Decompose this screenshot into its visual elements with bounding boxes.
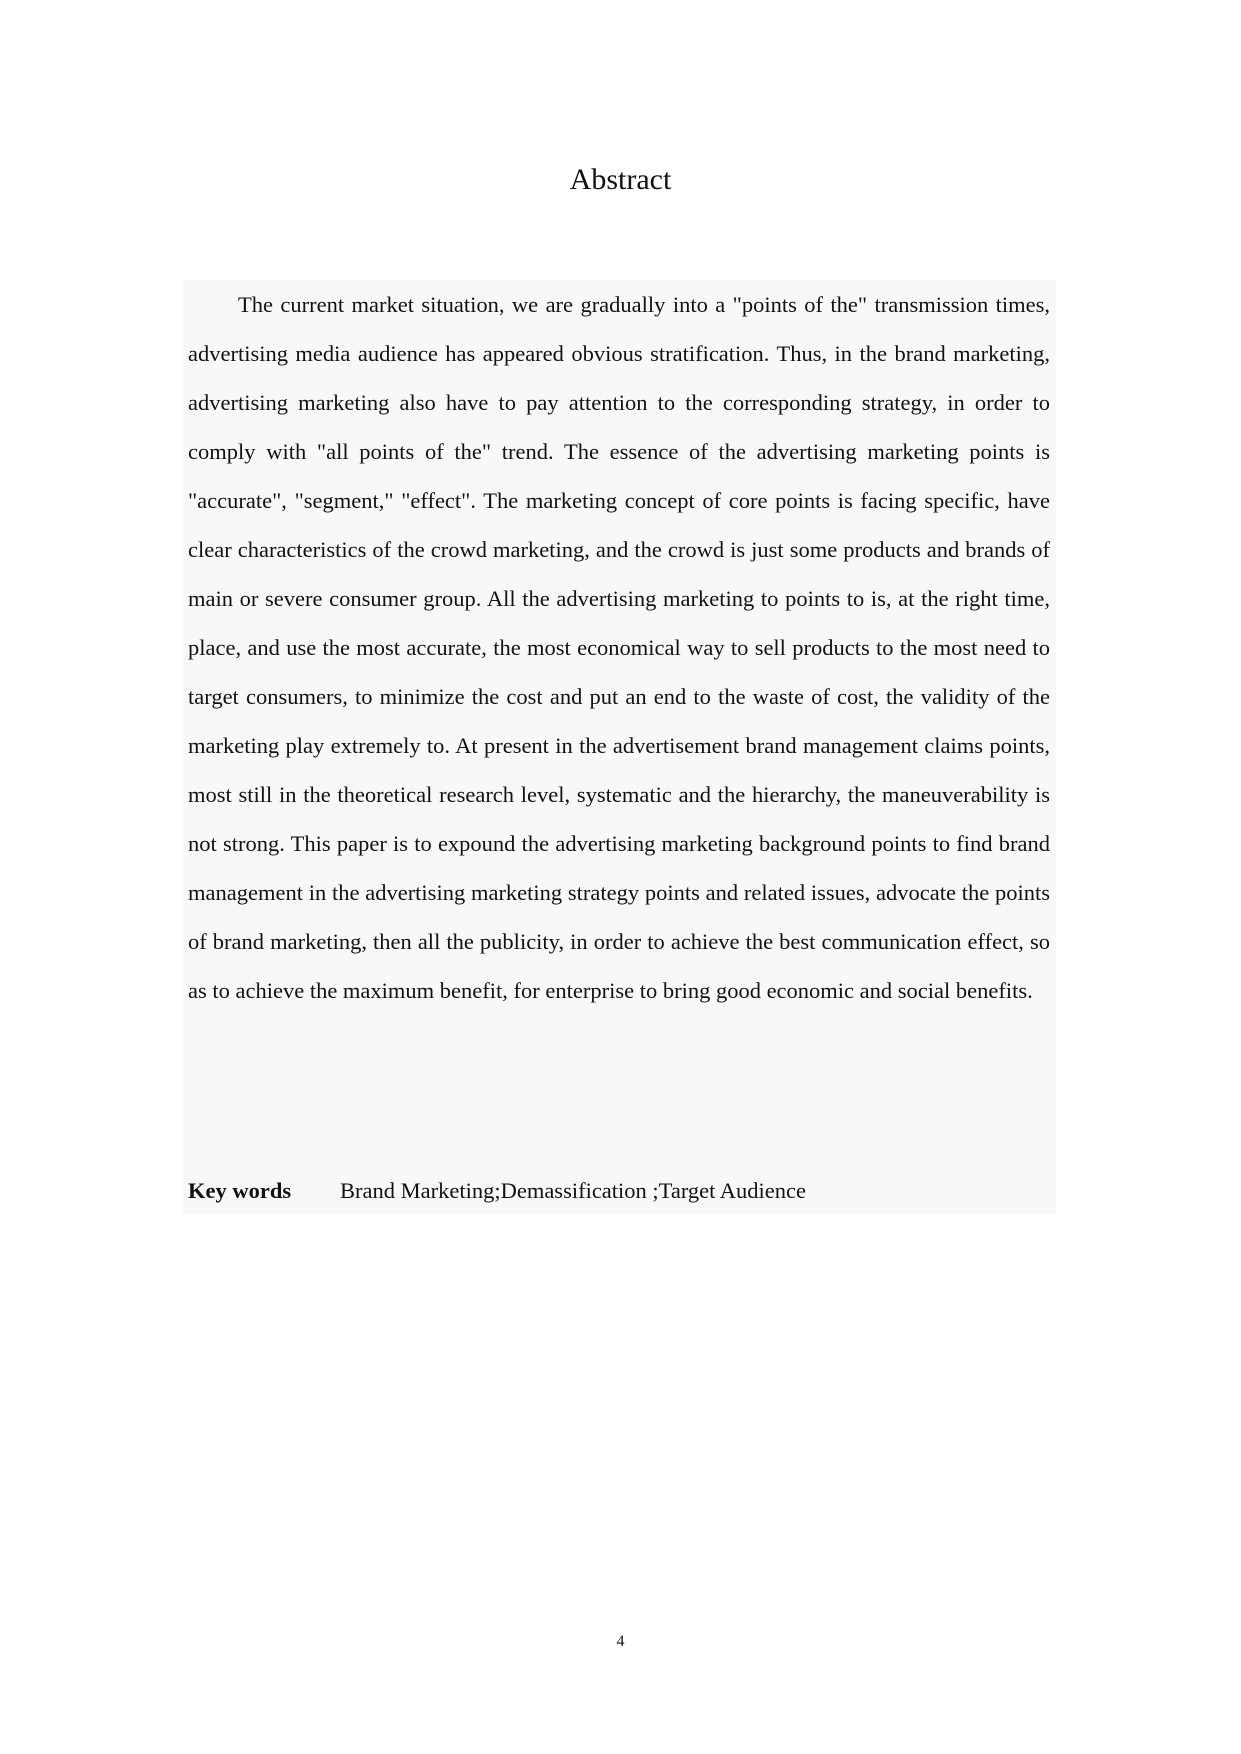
page-number: 4	[616, 1633, 625, 1650]
keywords-label: Key words	[188, 1178, 292, 1203]
abstract-section	[183, 280, 1056, 1214]
keywords-line	[188, 1171, 1050, 1211]
keywords-value: Brand Marketing;Demassification ;Target Audience	[340, 1178, 806, 1203]
page-title: Abstract	[569, 163, 672, 196]
abstract-body: The current market situation, we are gradually into a "points of the" transmission times, advertising media audience has appeared obvious stratification. Thus, in the brand marketing, advertising marketing also have to pay attention to the corresponding strategy, in order to comply with "all points of the" trend. The essence of the advertising marketing points is "accurate", "segment," "effect". The marketing concept of core points is facing specific, have clear characteristics of the crowd marketing, and the crowd is just some products and brands of main or severe consumer group. All the advertising marketing to points to is, at the right time, place, and use the most accurate, the most economical way to sell products to the most need to target consumers, to minimize the cost and put an end to the waste of cost, the validity of the marketing play extremely to. At present in the advertisement brand management claims points, most still in the theoretical research level, systematic and the hierarchy, the maneuverability is not strong. This paper is to expound the advertising marketing background points to find brand management in the advertising marketing strategy points and related issues, advocate the points of brand marketing, then all the publicity, in order to achieve the best communication effect, so as to achieve the maximum benefit, for enterprise to bring good economic and social benefits.	[188, 292, 1050, 1003]
